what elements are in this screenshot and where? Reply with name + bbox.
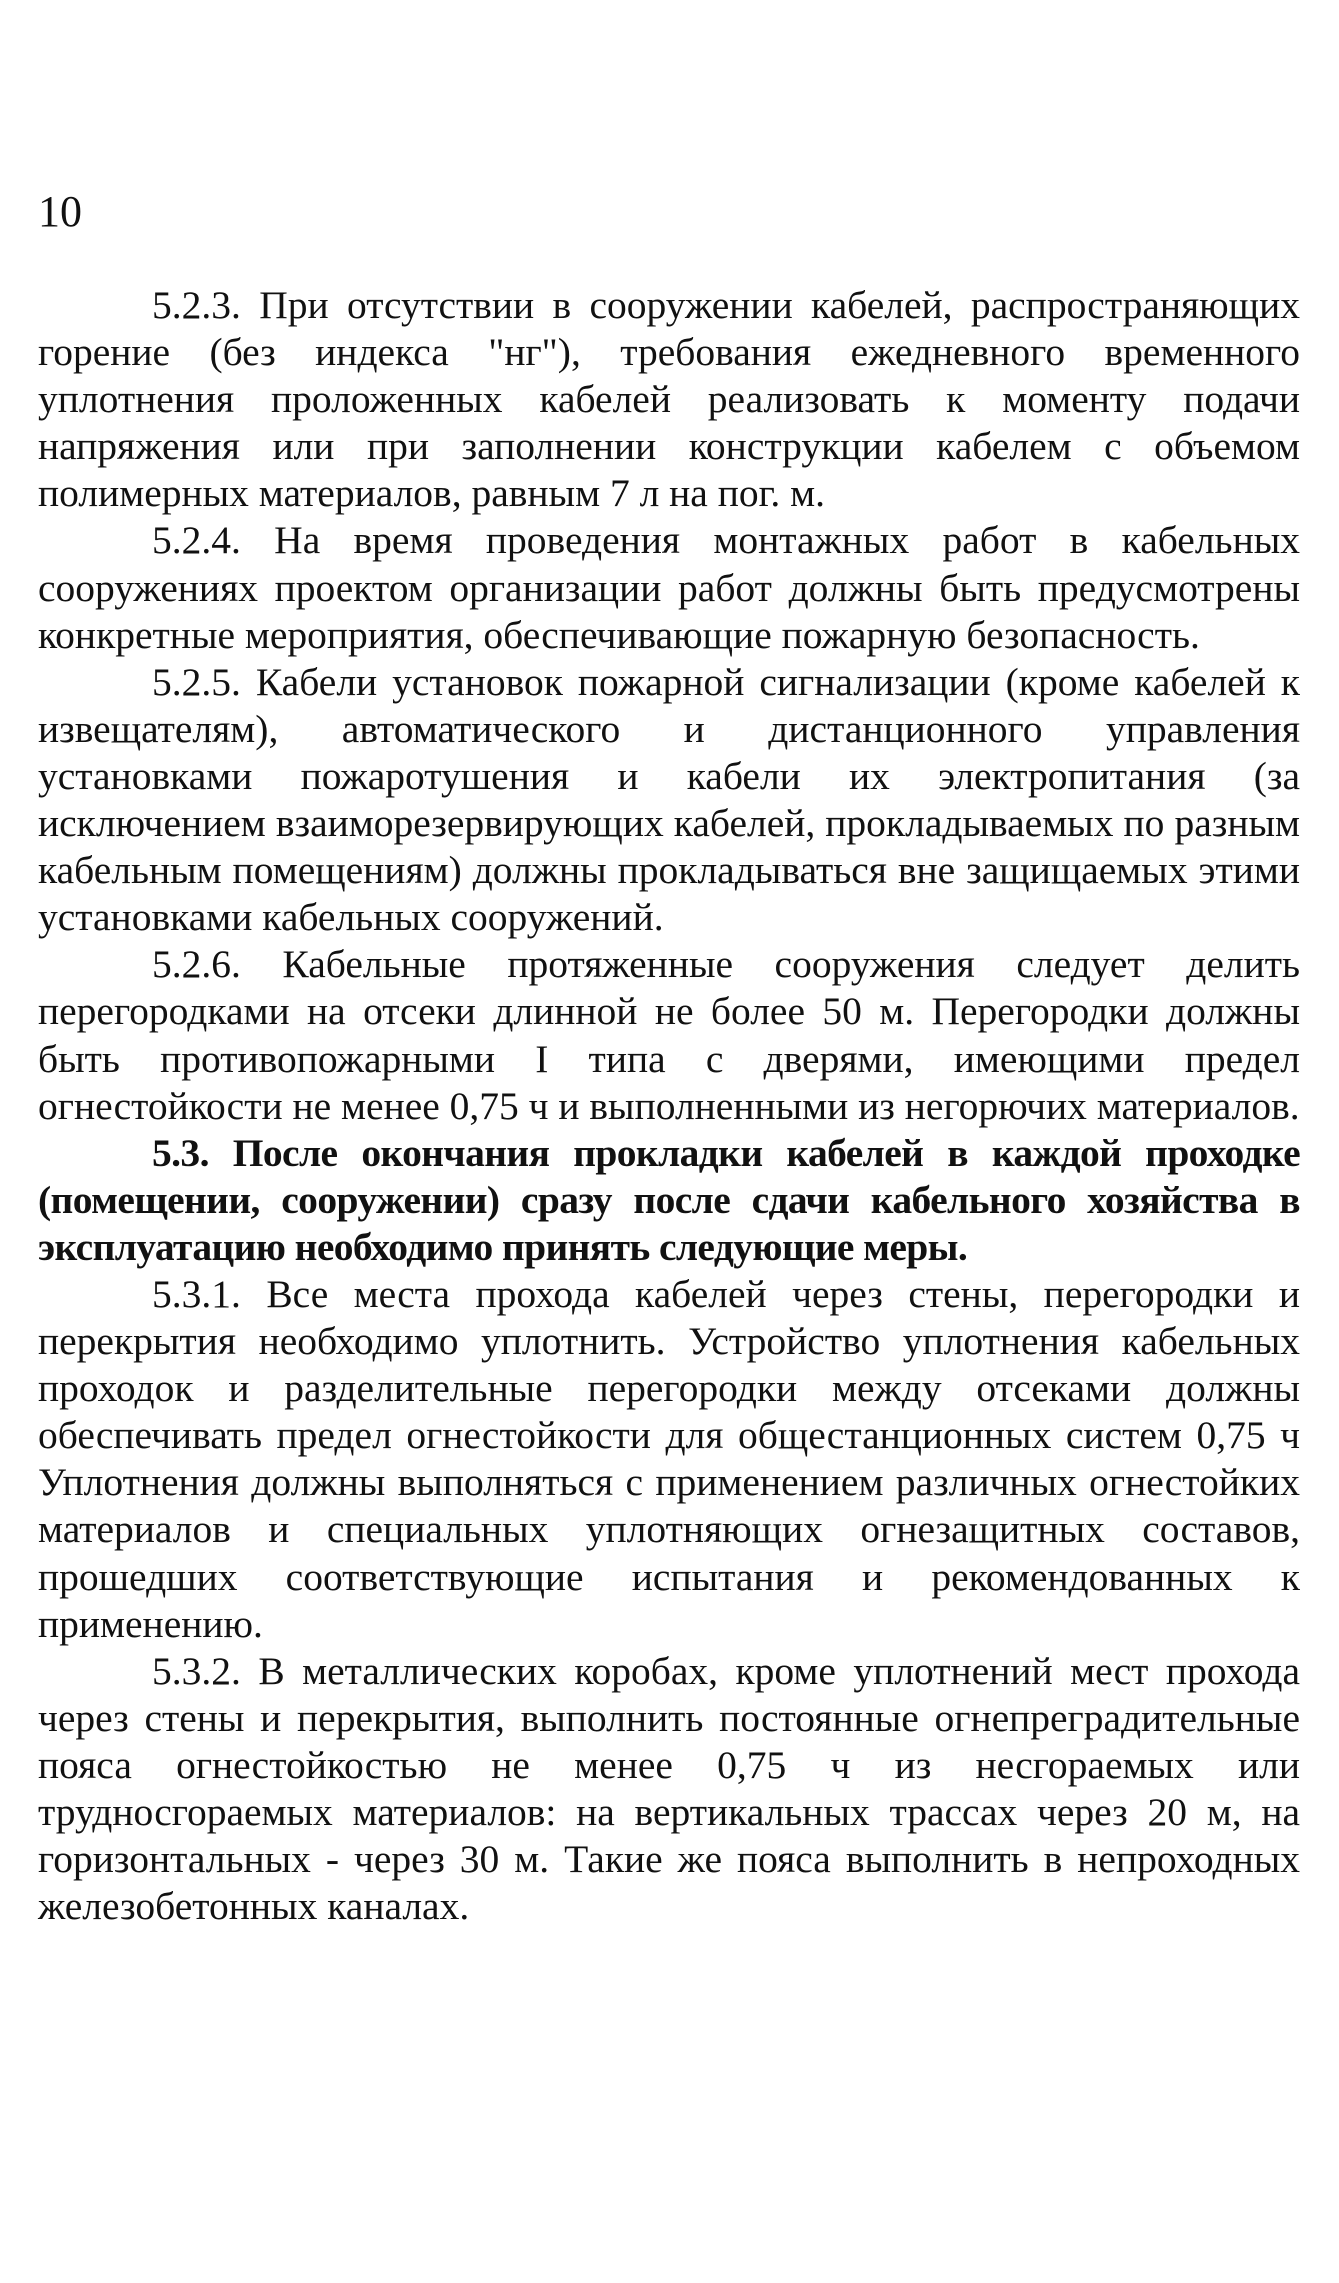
- paragraph-5-3-1: 5.3.1. Все места прохода кабелей через стены, перегородки и перекрытия необходимо уплотнить. Устройство уплотнения кабельных проходок и разделительные перегородки между отсеками должны обеспечивать предел огнестойкости для общестанционных систем 0,75 ч Уплотнения должны выполняться с применением различных огнестойких материалов и специальных уплотняющих огнезащитных составов, прошедших соответствующие испытания и рекомендованных к применению.: [38, 1271, 1300, 1646]
- paragraph-5-2-4: 5.2.4. На время проведения монтажных работ в кабельных сооружениях проектом организации работ должны быть предусмотрены конкретные мероприятия, обеспечивающие пожарную безопасность.: [38, 518, 1300, 657]
- page-number: 10: [38, 187, 82, 236]
- paragraph-5-2-6: 5.2.6. Кабельные протяженные сооружения следует делить перегородками на отсеки длинной не более 50 м. Перегородки должны быть противопожарными I типа с дверями, имеющими предел огнестойкости не менее 0,75 ч и выполненными из негорючих материалов.: [38, 942, 1300, 1128]
- page-body: [38, 282, 1300, 1930]
- paragraph-5-3-2: 5.3.2. В металлических коробах, кроме уплотнений мест прохода через стены и перекрытия, выполнить постоянные огнепреградительные пояса огнестойкостью не менее 0,75 ч из несгораемых или трудносгораемых материалов: на вертикальных трассах через 20 м, на горизонтальных - через 30 м. Такие же пояса выполнить в непроходных железобетонных каналах.: [38, 1648, 1300, 1929]
- section-heading-5-3: 5.3. После окончания прокладки кабелей в каждой проходке (помещении, сооружении) сразу после сдачи кабельного хозяйства в эксплуатацию необходимо принять следующие меры.: [38, 1130, 1300, 1269]
- paragraph-5-2-3: 5.2.3. При отсутствии в сооружении кабелей, распространяющих горение (без индекса "нг"), требования ежедневного временного уплотнения проложенных кабелей реализовать к моменту подачи напряжения или при заполнении конструкции кабелем с объемом полимерных материалов, равным 7 л на пог. м.: [38, 283, 1300, 516]
- paragraph-5-2-5: 5.2.5. Кабели установок пожарной сигнализации (кроме кабелей к извещателям), автоматического и дистанционного управления установками пожаротушения и кабели их электропитания (за исключением взаиморезервирующих кабелей, прокладываемых по разным кабельным помещениям) должны прокладываться вне защищаемых этими установками кабельных сооружений.: [38, 659, 1300, 940]
